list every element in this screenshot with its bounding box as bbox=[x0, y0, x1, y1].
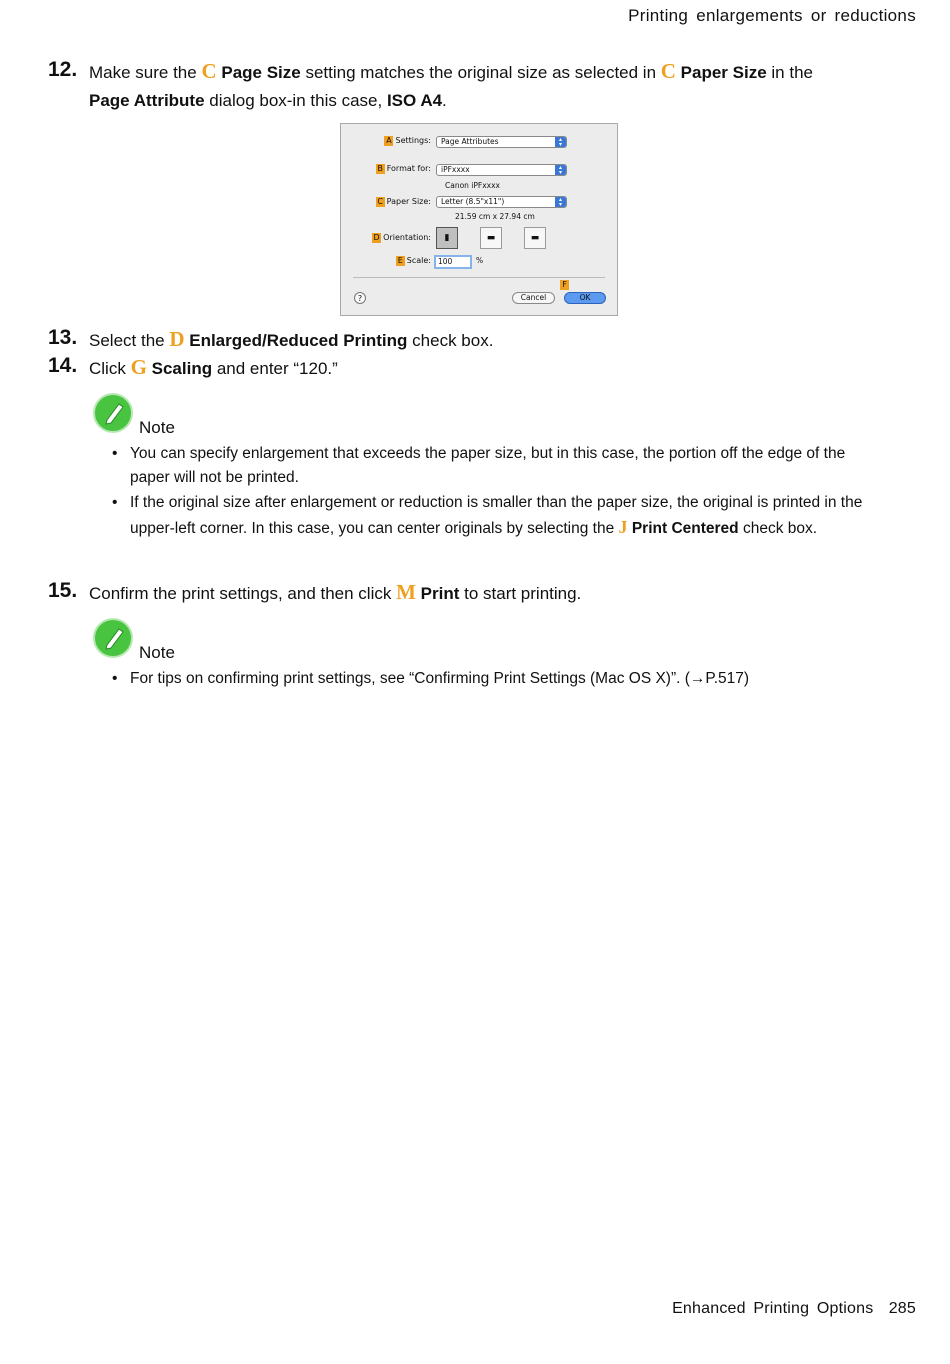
marker-c: C bbox=[377, 197, 383, 206]
key-marker: G bbox=[130, 355, 147, 379]
note-label: Note bbox=[139, 418, 175, 437]
pencil-icon bbox=[95, 620, 131, 656]
settings-select[interactable]: Page Attributes ▴ ▾ bbox=[436, 136, 567, 148]
cancel-button[interactable]: Cancel bbox=[512, 292, 555, 304]
footer-section-title: Enhanced Printing Options bbox=[672, 1300, 874, 1317]
key-marker: C bbox=[660, 59, 676, 83]
landscape-icon: ▬ bbox=[486, 233, 496, 243]
dialog-divider bbox=[353, 277, 605, 278]
key-marker: M bbox=[396, 580, 416, 604]
key-marker: D bbox=[169, 327, 185, 351]
scale-input[interactable]: 100 bbox=[434, 255, 472, 269]
list-item: • If the original size after enlargement or reduction is smaller than the paper size, the original is printed in the upper-left corner. In this case, you can center originals by selecting the J Print Centered check box. bbox=[112, 491, 882, 541]
step-15-text: Confirm the print settings, and then click M Print to start printing. bbox=[89, 580, 582, 604]
landscape-orientation-button[interactable] bbox=[480, 227, 502, 249]
portrait-orientation-button[interactable] bbox=[436, 227, 458, 249]
format-for-label: B Format for: bbox=[377, 164, 431, 173]
step-13-text: Select the D Enlarged/Reduced Printing check box. bbox=[89, 327, 494, 351]
page-attributes-dialog bbox=[340, 123, 618, 316]
marker-d: D bbox=[373, 233, 380, 242]
scale-label: E Scale: bbox=[397, 256, 431, 265]
marker-f: F bbox=[560, 280, 569, 290]
step-number: 15. bbox=[48, 579, 78, 602]
note-1-list bbox=[112, 442, 882, 542]
note-pencil-icon bbox=[93, 618, 133, 658]
paper-size-label: C Paper Size: bbox=[377, 197, 431, 206]
list-item: • For tips on confirming print settings, see “Confirming Print Settings (Mac OS X)”. (→P.517) bbox=[112, 667, 882, 691]
page-header-title: Printing enlargements or reductions bbox=[628, 6, 916, 25]
note-label: Note bbox=[139, 643, 175, 662]
note-pencil-icon bbox=[93, 393, 133, 433]
reverse-landscape-orientation-button[interactable] bbox=[524, 227, 546, 249]
help-button[interactable]: ? bbox=[354, 292, 366, 304]
pencil-icon bbox=[95, 395, 131, 431]
paper-size-select[interactable]: Letter (8.5"x11") ▴ ▾ bbox=[436, 196, 567, 208]
chevron-updown-icon: ▴ ▾ bbox=[555, 197, 566, 207]
step-number: 12. bbox=[48, 58, 78, 81]
scale-unit: % bbox=[476, 256, 484, 265]
chevron-updown-icon: ▴ ▾ bbox=[555, 165, 566, 175]
key-marker: J bbox=[618, 517, 628, 537]
marker-b: B bbox=[377, 164, 383, 173]
ok-button[interactable]: OK bbox=[564, 292, 606, 304]
page-number: 285 bbox=[888, 1300, 916, 1317]
orientation-label: D Orientation: bbox=[373, 233, 431, 242]
step-12-text: Make sure the C Page Size setting matches the original size as selected in C Paper Size in the Page Attribute dialog box-in this case, ISO A4. bbox=[89, 59, 813, 110]
note-2-list bbox=[112, 667, 882, 692]
marker-e: E bbox=[397, 256, 403, 265]
chevron-updown-icon: ▴ ▾ bbox=[555, 137, 566, 147]
paper-size-subtext: 21.59 cm x 27.94 cm bbox=[455, 212, 535, 221]
format-for-select[interactable]: iPFxxxx ▴ ▾ bbox=[436, 164, 567, 176]
format-for-subtext: Canon iPFxxxx bbox=[445, 181, 500, 190]
marker-a: A bbox=[386, 136, 392, 145]
list-item: • You can specify enlargement that exceeds the paper size, but in this case, the portion off the edge of the paper will not be printed. bbox=[112, 442, 882, 490]
step-number: 13. bbox=[48, 326, 78, 349]
step-number: 14. bbox=[48, 354, 78, 377]
step-14-text: Click G Scaling and enter “120.” bbox=[89, 355, 338, 379]
portrait-icon: ▮ bbox=[444, 233, 450, 243]
settings-label: A Settings: bbox=[386, 136, 431, 145]
reverse-landscape-icon: ▬ bbox=[530, 233, 540, 243]
key-marker: C bbox=[201, 59, 217, 83]
page-footer bbox=[672, 1300, 916, 1318]
